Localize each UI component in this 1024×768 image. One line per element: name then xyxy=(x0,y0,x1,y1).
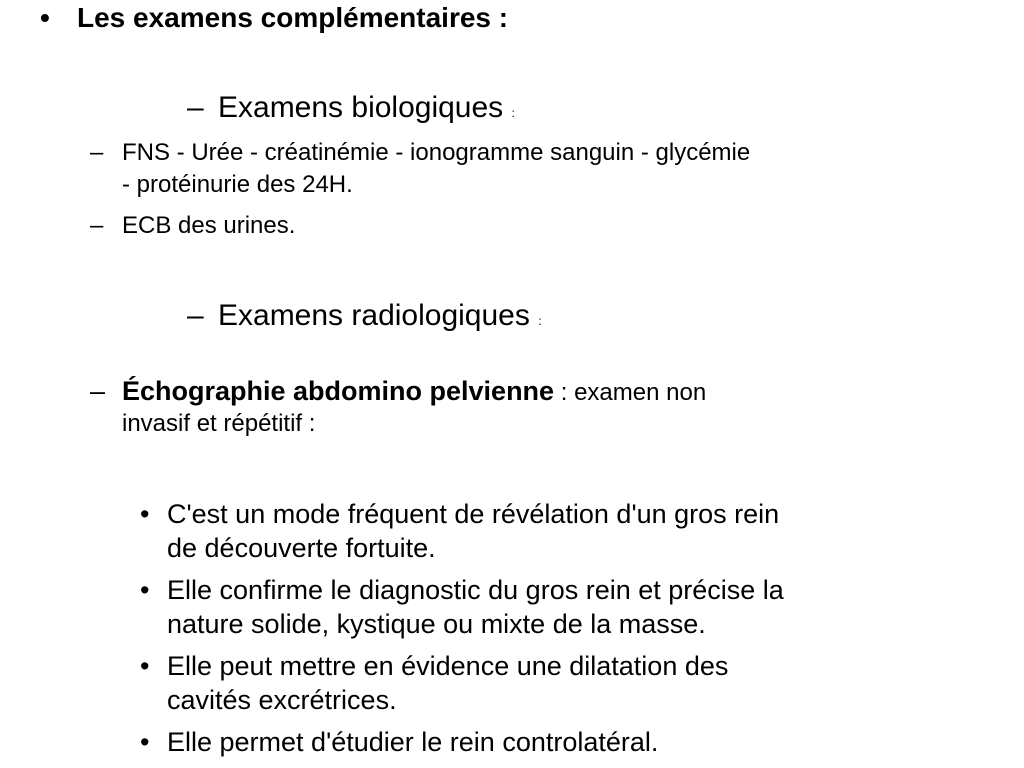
bio-colon: : xyxy=(511,106,515,120)
radio-heading-text: Examens radiologiques xyxy=(218,299,530,332)
bio-item-1-line1: FNS - Urée - créatinémie - ionogramme sanguin - glycémie xyxy=(122,139,751,166)
title-bullet: • xyxy=(40,2,50,33)
echo-dash: – xyxy=(90,376,106,406)
radio-dash: – xyxy=(187,299,204,332)
point-1-line1: C'est un mode fréquent de révélation d'un gros rein xyxy=(167,499,780,529)
bio-item-dash: – xyxy=(90,139,104,166)
radio-colon: : xyxy=(538,314,542,328)
bio-item-2-line1: ECB des urines. xyxy=(122,212,296,239)
point-4-line1: Elle permet d'étudier le rein controlatéral. xyxy=(167,727,659,757)
bio-item-1-line2: - protéinurie des 24H. xyxy=(122,171,353,198)
bio-item-dash: – xyxy=(90,212,104,239)
slide-title: Les examens complémentaires : xyxy=(77,2,509,33)
echo-title: Échographie abdomino pelvienne xyxy=(122,376,555,406)
echo-line2: invasif et répétitif : xyxy=(122,410,316,437)
bio-dash: – xyxy=(187,91,204,124)
bio-heading xyxy=(218,91,515,126)
point-3-line1: Elle peut mettre en évidence une dilatation des xyxy=(167,651,729,681)
echo-rest1: : examen non xyxy=(554,379,707,406)
point-bullet: • xyxy=(140,499,150,529)
radio-heading xyxy=(218,299,542,334)
point-bullet: • xyxy=(140,575,150,605)
bio-heading-text: Examens biologiques xyxy=(218,91,504,124)
point-bullet: • xyxy=(140,651,150,681)
point-bullet: • xyxy=(140,727,150,757)
point-2-line1: Elle confirme le diagnostic du gros rein et précise la xyxy=(167,575,784,605)
point-2-line2: nature solide, kystique ou mixte de la masse. xyxy=(167,609,706,639)
point-1-line2: de découverte fortuite. xyxy=(167,533,436,563)
point-3-line2: cavités excrétrices. xyxy=(167,685,397,715)
echo-line1 xyxy=(122,376,706,407)
